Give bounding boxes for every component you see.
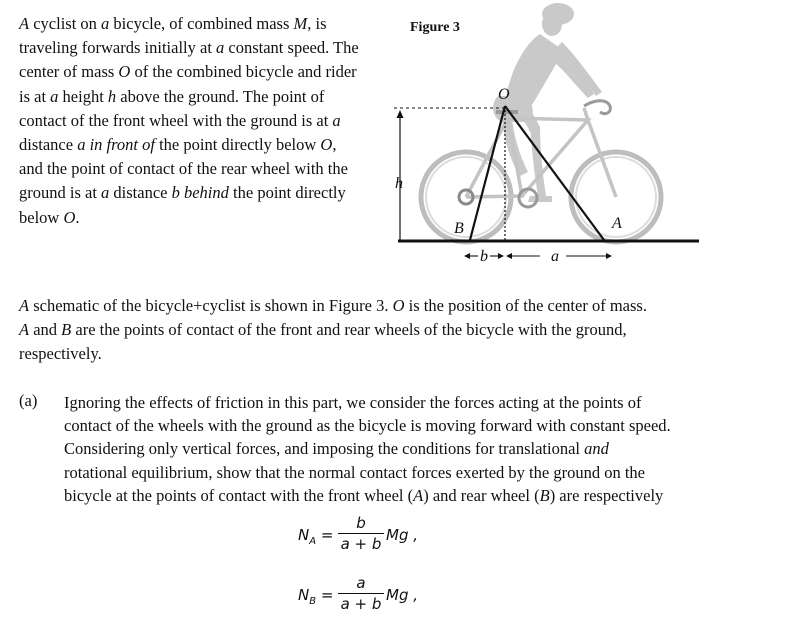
na-rhs: Mg , <box>386 526 418 544</box>
nb-denominator: a + b <box>340 595 382 613</box>
na-fraction <box>338 514 384 553</box>
na-lhs: $N_A$ = <box>298 526 334 547</box>
handlebar <box>584 101 610 114</box>
schematic-paragraph <box>19 294 699 366</box>
intro-paragraph <box>19 12 377 230</box>
label-h: h <box>395 175 403 192</box>
nb-fraction-bar <box>338 593 384 594</box>
label-a: a <box>551 248 559 265</box>
rider-leg-back <box>502 118 528 176</box>
a-arrow <box>506 253 612 259</box>
label-b: b <box>480 248 488 265</box>
intro-line: contact of the front wheel with the ground is at a <box>19 110 341 130</box>
rider-head <box>542 12 562 36</box>
intro-line: center of mass O of the combined bicycle and rider <box>19 62 357 82</box>
bicycle-figure <box>380 0 710 275</box>
intro-line: and the point of contact of the rear wheel with the <box>19 159 348 179</box>
schematic-line: A schematic of the bicycle+cyclist is shown in Figure 3. O is the position of the center of mass. <box>19 296 647 315</box>
intro-line: distance a in front of the point directly below O, <box>19 135 337 155</box>
part-a-line: Considering only vertical forces, and imposing the conditions for translational and <box>64 439 609 459</box>
part-a-line: rotational equilibrium, show that the normal contact forces exerted by the ground on the <box>64 462 645 482</box>
part-a-line: bicycle at the points of contact with the front wheel (A) and rear wheel (B) are respectively <box>64 485 664 505</box>
nb-lhs: $N_B$ = <box>298 586 334 607</box>
figure-title: Figure 3 <box>410 20 460 35</box>
na-denominator: a + b <box>340 535 382 553</box>
intro-line: below O. <box>19 207 80 227</box>
schematic-line: respectively. <box>19 344 102 363</box>
nb-rhs: Mg , <box>386 586 418 604</box>
label-A: A <box>612 215 622 232</box>
label-O: O <box>498 86 510 103</box>
part-a-text <box>64 391 698 507</box>
intro-line: traveling forwards initially at a constant speed. The <box>19 38 359 58</box>
label-B: B <box>454 220 464 237</box>
nb-numerator: a <box>356 574 366 592</box>
intro-line: A cyclist on a bicycle, of combined mass M, is <box>19 14 327 33</box>
na-numerator: b <box>356 514 366 532</box>
schematic-line: A and B are the points of contact of the front and rear wheels of the bicycle with the ground, <box>19 320 627 339</box>
part-a-line: contact of the wheels with the ground as the bicycle is moving forward with constant speed. <box>64 416 671 436</box>
intro-line: is at a height h above the ground. The point of <box>19 86 325 106</box>
part-a-line: Ignoring the effects of friction in this part, we consider the forces acting at the points of <box>64 393 642 412</box>
na-fraction-bar <box>338 533 384 534</box>
intro-line: ground is at a distance b behind the point directly <box>19 183 346 203</box>
rider-shoe <box>528 196 552 202</box>
part-a-label: (a) <box>19 391 38 410</box>
nb-fraction <box>338 574 384 613</box>
